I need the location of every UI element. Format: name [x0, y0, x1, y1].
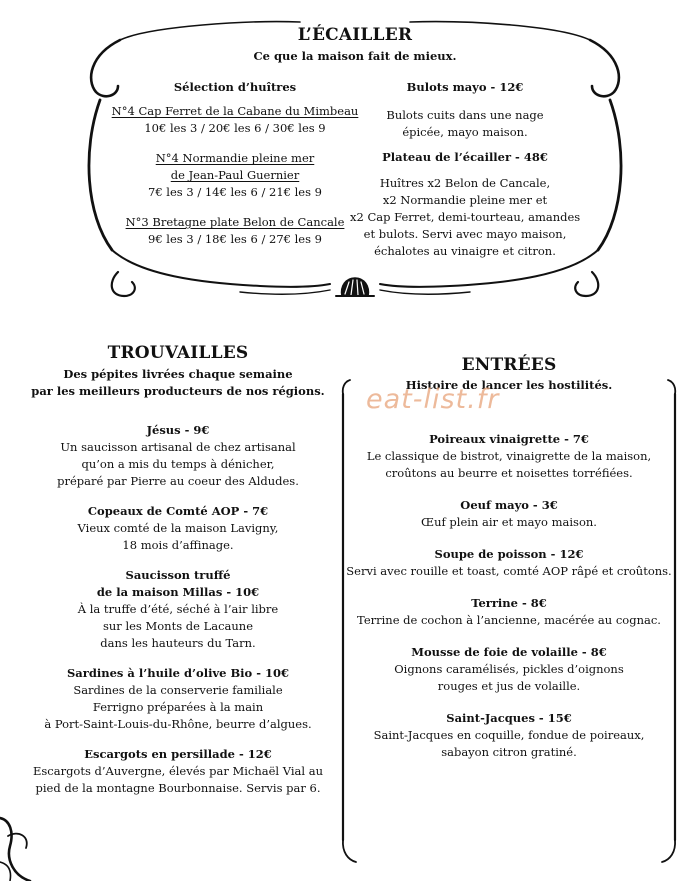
trouvaille-desc: qu’on a mis du temps à dénicher, [81, 457, 275, 471]
ecailler-subtitle: Ce que la maison fait de mieux. [253, 49, 457, 63]
ecailler-title: L’ÉCAILLER [297, 25, 413, 45]
trouvailles-subtitle: par les meilleurs producteurs de nos régions. [31, 384, 325, 398]
trouvaille-title: Escargots en persillade - 12€ [84, 747, 272, 761]
entree-desc: Saint-Jacques en coquille, fondue de poireaux, [373, 728, 645, 742]
plateau-desc: x2 Cap Ferret, demi-tourteau, amandes [350, 210, 581, 224]
oyster-selection-title: Sélection d’huîtres [173, 80, 297, 94]
entree-desc: sabayon citron gratiné. [441, 745, 577, 759]
oyster-selection [110, 79, 360, 248]
trouvaille-desc: Sardines de la conserverie familiale [73, 683, 283, 697]
oyster-name: N°4 Cap Ferret de la Cabane du Mimbeau [111, 104, 359, 118]
trouvaille-title: Copeaux de Comté AOP - 7€ [87, 504, 269, 518]
oyster-name: de Jean-Paul Guernier [170, 168, 300, 182]
entree-desc: Servi avec rouille et toast, comté AOP râpé et croûtons. [346, 564, 672, 578]
trouvailles-title: TROUVAILLES [107, 343, 249, 363]
bulots-desc: épicée, mayo maison. [402, 125, 528, 139]
trouvaille-desc: à Port-Saint-Louis-du-Rhône, beurre d’algues. [44, 717, 312, 731]
entree-title: Saint-Jacques - 15€ [446, 711, 572, 725]
entree-title: Oeuf mayo - 3€ [460, 498, 558, 512]
entree-desc: rouges et jus de volaille. [437, 679, 581, 693]
trouvaille-desc: Un saucisson artisanal de chez artisanal [60, 440, 296, 454]
entree-desc: Œuf plein air et mayo maison. [421, 515, 597, 529]
trouvaille-title: de la maison Millas - 10€ [96, 585, 260, 599]
trouvaille-desc: sur les Monts de Lacaune [102, 619, 254, 633]
entree-title: Poireaux vinaigrette - 7€ [429, 432, 589, 446]
trouvaille-title: Sardines à l’huile d’olive Bio - 10€ [67, 666, 289, 680]
trouvaille-desc: Escargots d’Auvergne, élevés par Michaël Vial au [32, 764, 323, 778]
entree-title: Terrine - 8€ [471, 596, 547, 610]
ecailler-right [350, 79, 580, 260]
bulots-desc: Bulots cuits dans une nage [386, 108, 544, 122]
entree-desc: croûtons au beurre et noisettes torréfiées. [385, 466, 633, 480]
entrees-subtitle: Histoire de lancer les hostilités. [405, 378, 613, 392]
entree-desc: Le classique de bistrot, vinaigrette de la maison, [366, 449, 652, 463]
trouvaille-desc: pied de la montagne Bourbonnaise. Servis par 6. [35, 781, 321, 795]
entree-title: Soupe de poisson - 12€ [434, 547, 584, 561]
entrees-title: ENTRÉES [461, 355, 557, 375]
entree-desc: Oignons caramélisés, pickles d’oignons [394, 662, 624, 676]
oyster-price: 10€ les 3 / 20€ les 6 / 30€ les 9 [144, 121, 326, 135]
entrees-section [346, 355, 672, 761]
shell-icon [336, 278, 374, 296]
entree-desc: Terrine de cochon à l’ancienne, macérée au cognac. [357, 613, 661, 627]
trouvaille-title: Jésus - 9€ [146, 423, 210, 437]
plateau-desc: et bulots. Servi avec mayo maison, [363, 227, 567, 241]
bulots-title: Bulots mayo - 12€ [406, 80, 524, 94]
trouvailles-section [20, 343, 336, 797]
oyster-name: N°3 Bretagne plate Belon de Cancale [125, 215, 345, 229]
trouvaille-desc: À la truffe d’été, séché à l’air libre [77, 602, 279, 616]
oyster-price: 9€ les 3 / 18€ les 6 / 27€ les 9 [148, 232, 322, 246]
trouvaille-desc: préparé par Pierre au coeur des Aldudes. [57, 474, 299, 488]
plateau-desc: échalotes au vinaigre et citron. [374, 244, 556, 258]
plateau-desc: Huîtres x2 Belon de Cancale, [379, 176, 551, 190]
plateau-desc: x2 Normandie pleine mer et [382, 193, 548, 207]
trouvaille-desc: 18 mois d’affinage. [122, 538, 234, 552]
trouvailles-subtitle: Des pépites livrées chaque semaine [63, 367, 293, 381]
trouvaille-desc: Ferrigno préparées à la main [92, 700, 264, 714]
watermark: eat-list.fr [366, 384, 500, 415]
trouvaille-desc: Vieux comté de la maison Lavigny, [77, 521, 279, 535]
oyster-price: 7€ les 3 / 14€ les 6 / 21€ les 9 [148, 185, 322, 199]
trouvaille-desc: dans les hauteurs du Tarn. [100, 636, 256, 650]
entree-title: Mousse de foie de volaille - 8€ [411, 645, 607, 659]
plateau-title: Plateau de l’écailler - 48€ [382, 150, 548, 164]
oyster-name: N°4 Normandie pleine mer [155, 151, 315, 165]
trouvaille-title: Saucisson truffé [125, 568, 231, 582]
